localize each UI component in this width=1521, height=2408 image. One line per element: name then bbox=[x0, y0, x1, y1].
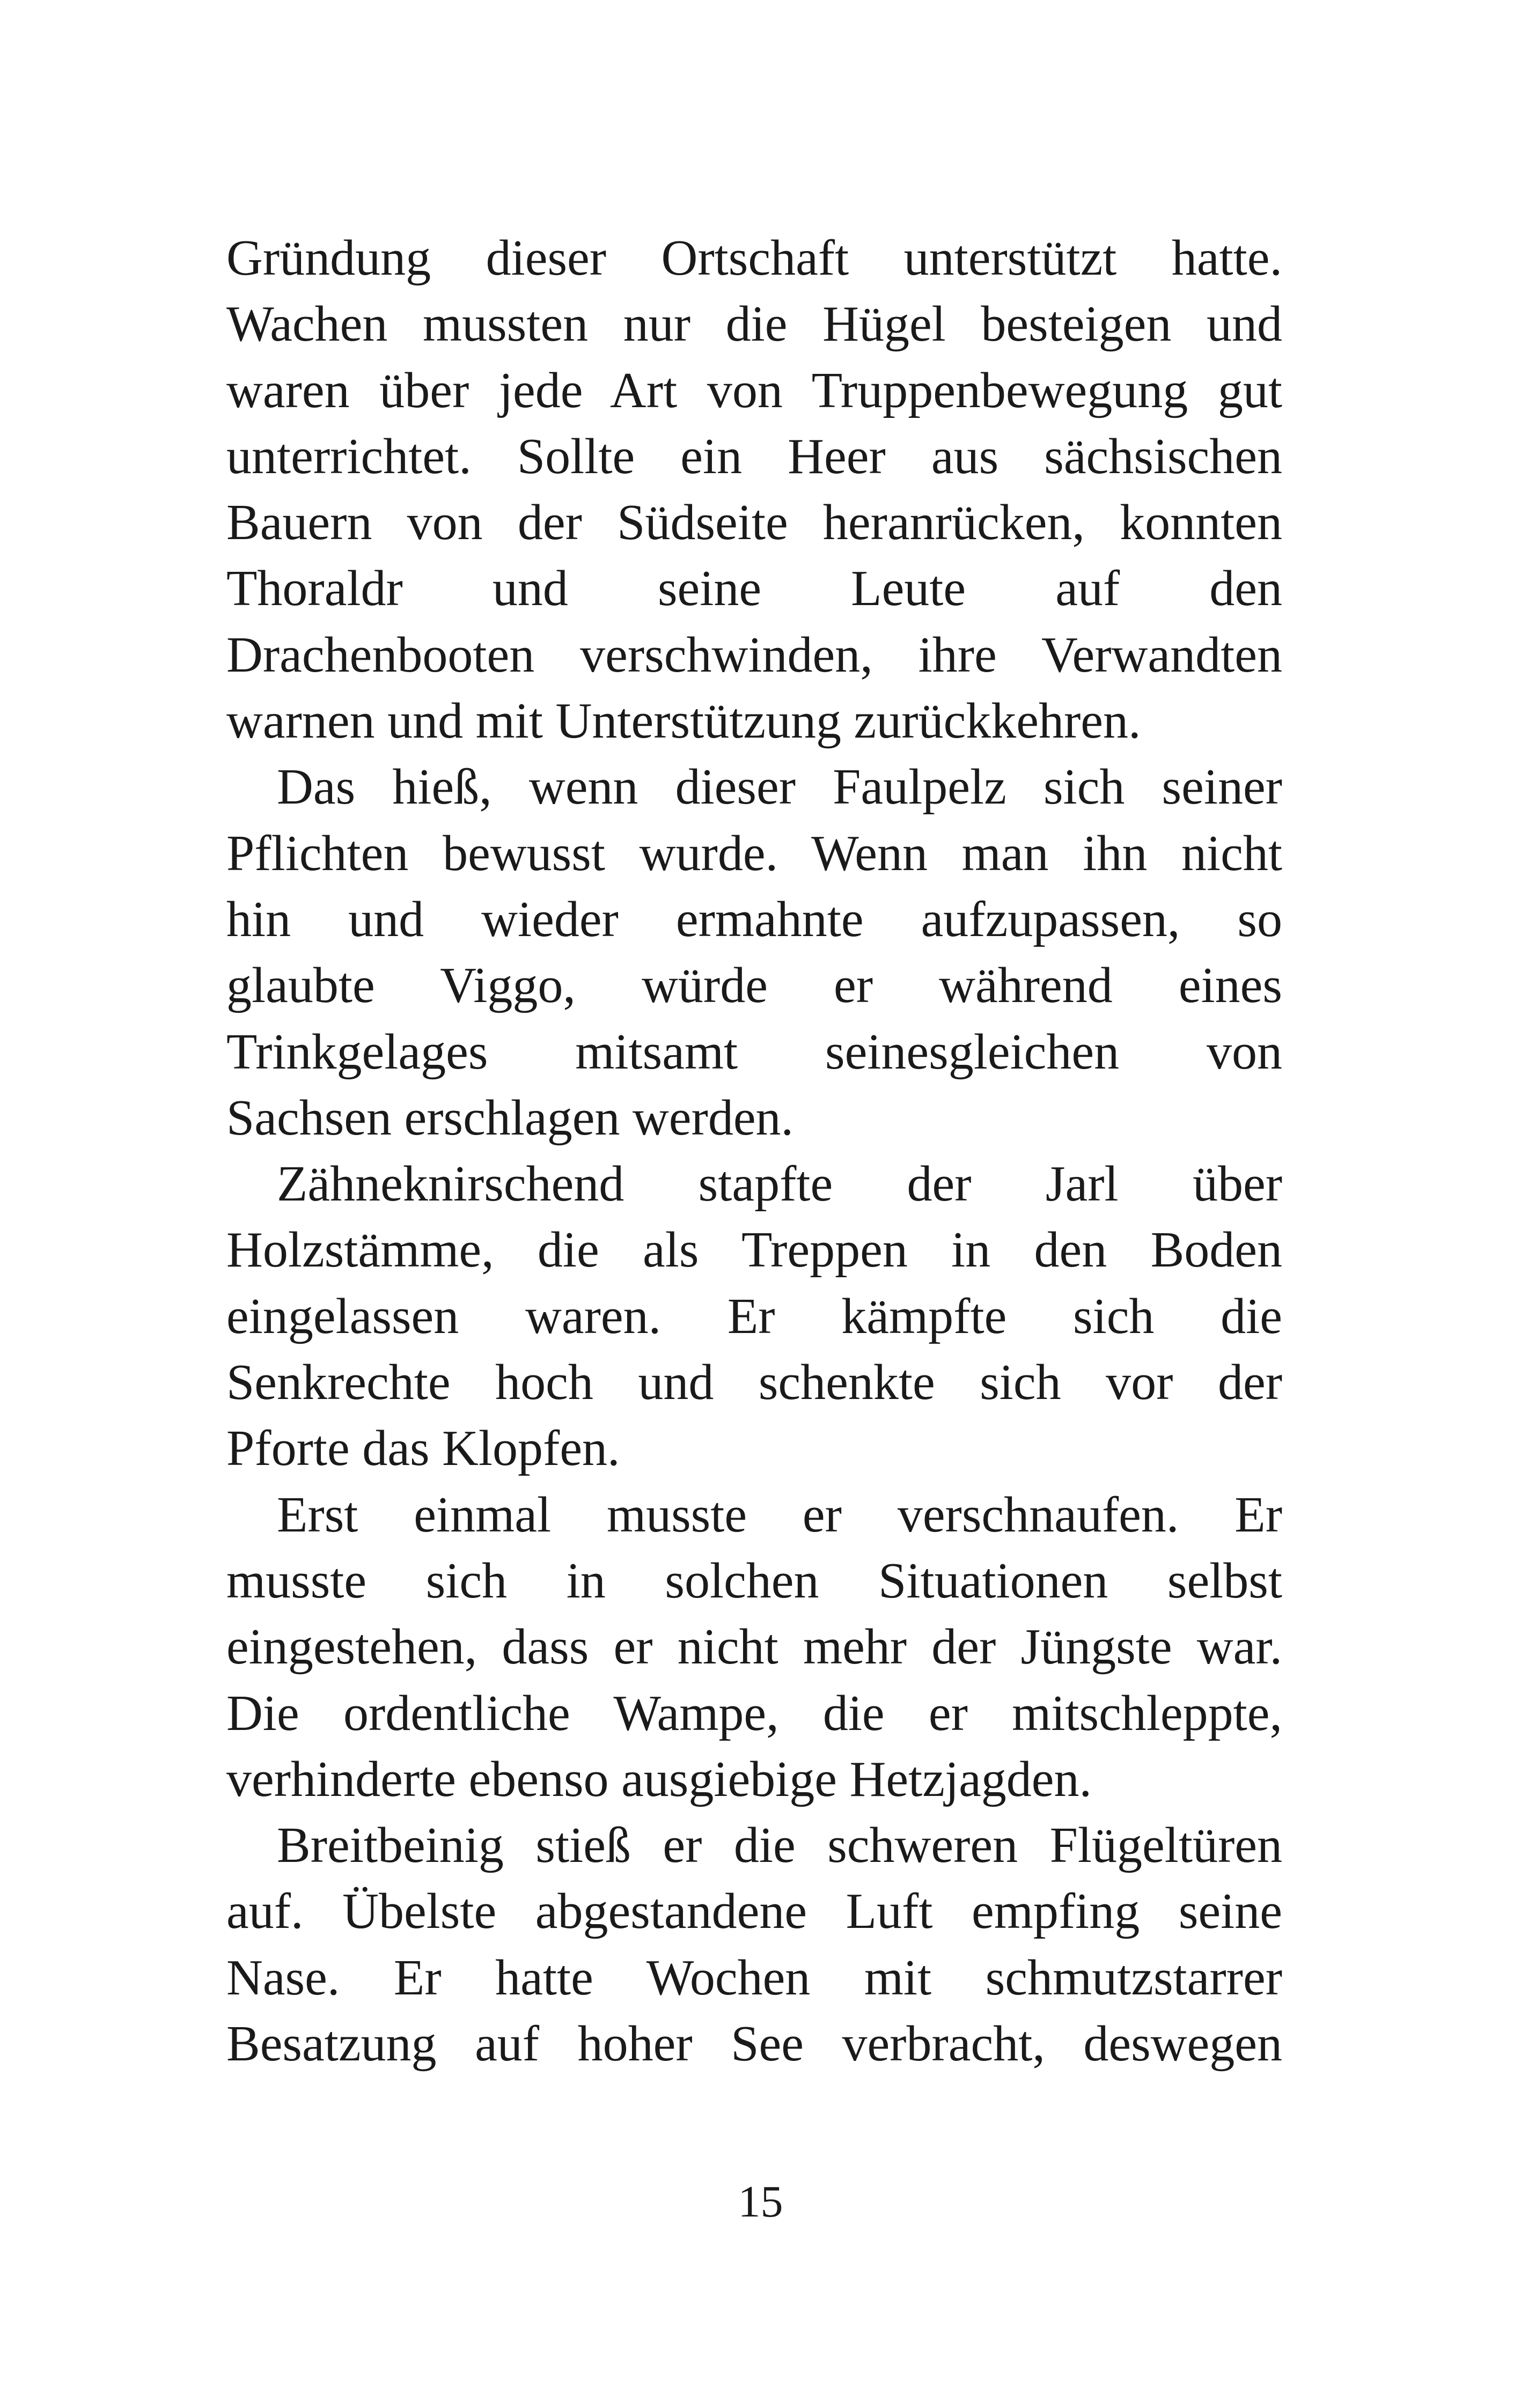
text-line: Bauern von der Südseite heranrücken, konnten bbox=[226, 495, 1282, 551]
text-line: Das hieß, wenn dieser Faulpelz sich seiner bbox=[277, 759, 1282, 815]
text-line: Thoraldr und seine Leute auf den bbox=[226, 561, 1282, 617]
text-line: Zähneknirschend stapfte der Jarl über bbox=[277, 1156, 1282, 1212]
text-line: Drachenbooten verschwinden, ihre Verwandten bbox=[226, 627, 1282, 683]
page-number: 15 bbox=[738, 2177, 783, 2227]
paragraph-5 bbox=[226, 1813, 1282, 2077]
text-line: musste sich in solchen Situationen selbst bbox=[226, 1552, 1282, 1609]
body-text bbox=[226, 225, 1282, 2077]
text-line: Wachen mussten nur die Hügel besteigen und bbox=[226, 296, 1282, 352]
text-line: Senkrechte hoch und schenkte sich vor der bbox=[226, 1354, 1282, 1411]
text-line: Pflichten bewusst wurde. Wenn man ihn nicht bbox=[226, 825, 1282, 881]
paragraph-4 bbox=[226, 1482, 1282, 1813]
text-line: Nase. Er hatte Wochen mit schmutzstarrer bbox=[226, 1949, 1282, 2006]
text-line: Besatzung auf hoher See verbracht, deswegen bbox=[226, 2016, 1282, 2072]
text-line: Die ordentliche Wampe, die er mitschleppte, bbox=[226, 1685, 1282, 1741]
text-line: eingelassen waren. Er kämpfte sich die bbox=[226, 1288, 1282, 1344]
paragraph-1 bbox=[226, 225, 1282, 754]
text-line: glaubte Viggo, würde er während eines bbox=[226, 958, 1282, 1014]
text-line: Breitbeinig stieß er die schweren Flügeltüren bbox=[277, 1817, 1282, 1874]
text-line: eingestehen, dass er nicht mehr der Jüngste war. bbox=[226, 1619, 1282, 1675]
text-line: auf. Übelste abgestandene Luft empfing seine bbox=[226, 1883, 1282, 1940]
text-line: Erst einmal musste er verschnaufen. Er bbox=[277, 1486, 1282, 1543]
text-line: unterrichtet. Sollte ein Heer aus sächsischen bbox=[226, 428, 1282, 484]
text-line: Holzstämme, die als Treppen in den Boden bbox=[226, 1222, 1282, 1278]
text-line: Gründung dieser Ortschaft unterstützt hatte. bbox=[226, 230, 1282, 286]
text-line: warnen und mit Unterstützung zurückkehren. bbox=[226, 693, 1141, 749]
text-line: waren über jede Art von Truppenbewegung gut bbox=[226, 362, 1282, 418]
text-line: Trinkgelages mitsamt seinesgleichen von bbox=[226, 1023, 1282, 1080]
paragraph-3 bbox=[226, 1151, 1282, 1482]
text-line: verhinderte ebenso ausgiebige Hetzjagden. bbox=[226, 1751, 1092, 1807]
text-line: Pforte das Klopfen. bbox=[226, 1420, 620, 1477]
text-line: Sachsen erschlagen werden. bbox=[226, 1089, 794, 1146]
paragraph-2 bbox=[226, 754, 1282, 1151]
text-line: hin und wieder ermahnte aufzupassen, so bbox=[226, 891, 1282, 947]
